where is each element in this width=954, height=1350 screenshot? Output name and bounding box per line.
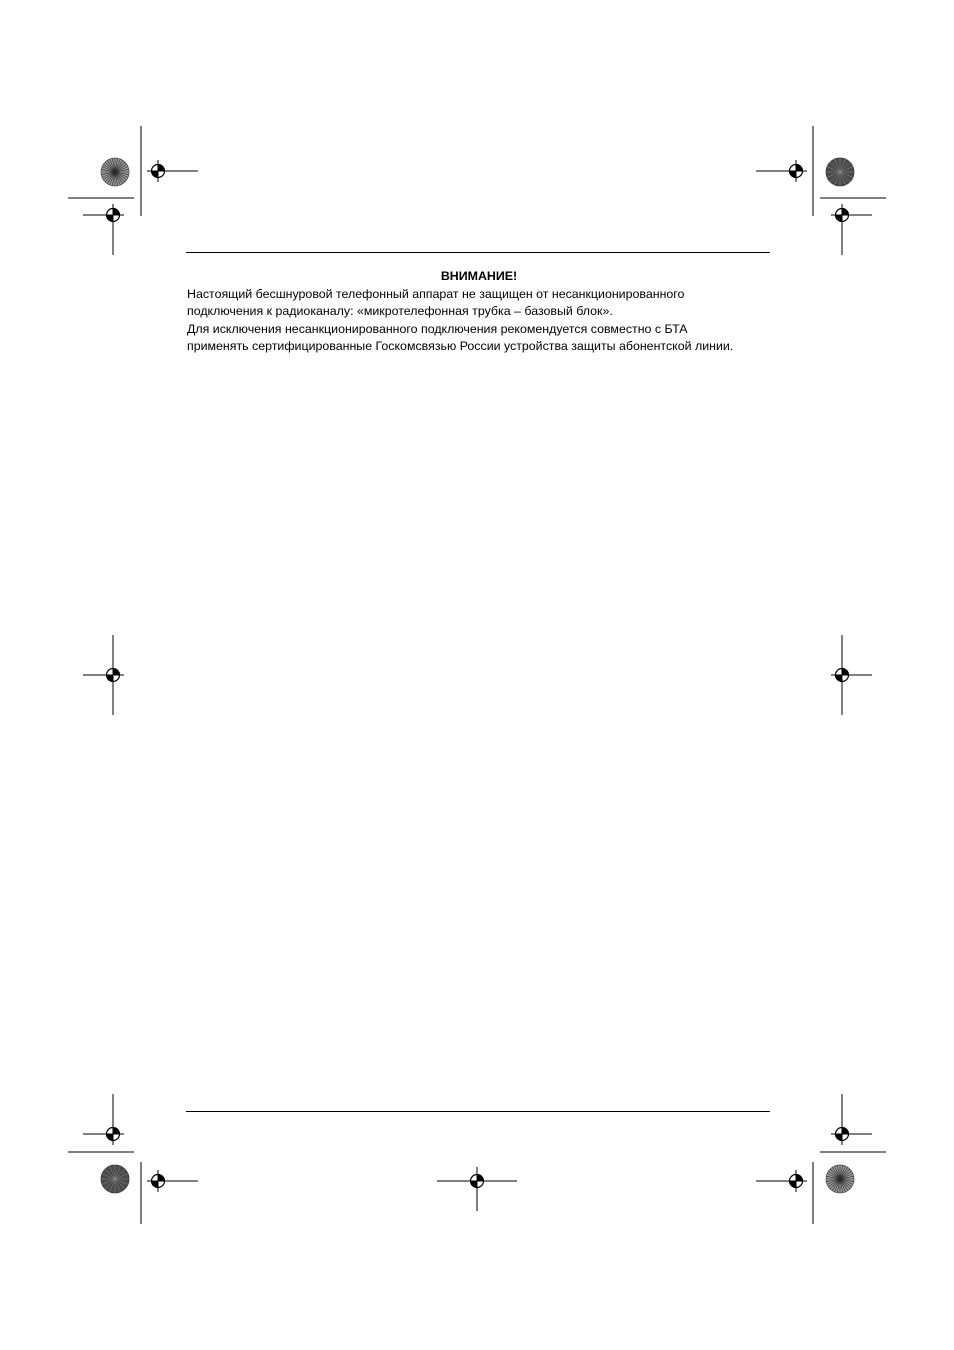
notice-body xyxy=(187,286,771,356)
color-target-icon xyxy=(826,158,854,186)
warning-notice xyxy=(187,268,771,356)
notice-line: Для исключения несанкционированного подключения рекомендуется совместно с БТА xyxy=(187,321,688,336)
color-target-icon xyxy=(101,158,129,186)
color-target-icon xyxy=(826,1165,854,1193)
registration-mark-icon xyxy=(831,1094,872,1145)
registration-mark-icon xyxy=(83,1094,124,1145)
registration-mark-icon xyxy=(83,204,124,255)
notice-line: подключения к радиоканалу: «микротелефонная трубка – базовый блок». xyxy=(187,304,613,318)
registration-mark-icon xyxy=(147,160,198,182)
registration-mark-icon xyxy=(756,160,807,182)
registration-mark-icon xyxy=(437,1167,517,1211)
notice-title: ВНИМАНИЕ! xyxy=(440,269,518,283)
registration-mark-icon xyxy=(831,635,872,715)
notice-line: Настоящий бесшнуровой телефонный аппарат не защищен от несанкционированного xyxy=(187,286,685,301)
registration-mark-icon xyxy=(83,635,124,715)
registration-mark-icon xyxy=(831,204,872,255)
registration-mark-icon xyxy=(147,1170,198,1192)
footer-rule xyxy=(186,1111,770,1112)
header-rule xyxy=(186,252,770,253)
registration-mark-icon xyxy=(756,1170,807,1192)
color-target-icon xyxy=(101,1165,129,1193)
notice-line: применять сертифицированные Госкомсвязью России устройства защиты абонентской линии. xyxy=(187,339,734,353)
